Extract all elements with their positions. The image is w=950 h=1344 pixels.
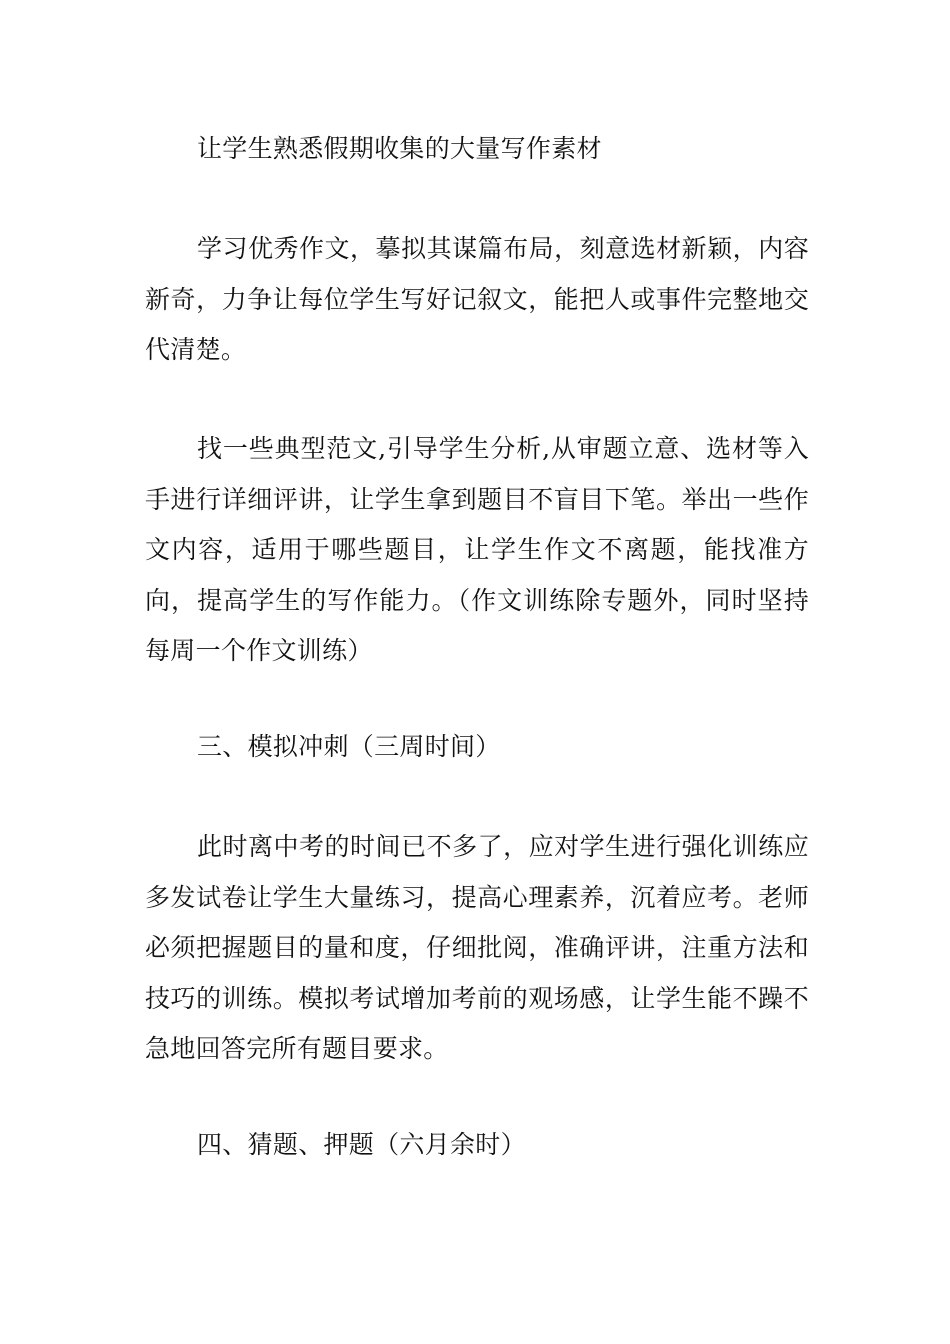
paragraph-intensive-training: 此时离中考的时间已不多了，应对学生进行强化训练应多发试卷让学生大量练习，提高心理素养，沉着应考。老师必须把握题目的量和度，仔细批阅，准确评讲，注重方法和技巧的训练。模拟考试增加考前的观场感，让学生能不躁不急地回答完所有题目要求。	[145, 832, 809, 1063]
section-heading-prediction: 四、猜题、押题（六月余时）	[197, 1130, 526, 1159]
paragraph-material-review: 让学生熟悉假期收集的大量写作素材	[197, 134, 602, 163]
section-heading-mock-sprint: 三、模拟冲刺（三周时间）	[197, 732, 501, 761]
paragraph-model-essays: 学习优秀作文，摹拟其谋篇布局，刻意选材新颖，内容新奇，力争让每位学生写好记叙文，能把人或事件完整地交代清楚。	[145, 234, 809, 364]
paragraph-sample-analysis: 找一些典型范文,引导学生分析,从审题立意、选材等入手进行详细评讲，让学生拿到题目不盲目下笔。举出一些作文内容，适用于哪些题目，让学生作文不离题，能找准方向，提高学生的写作能力。（作文训练除专题外，同时坚持每周一个作文训练）	[145, 434, 809, 665]
